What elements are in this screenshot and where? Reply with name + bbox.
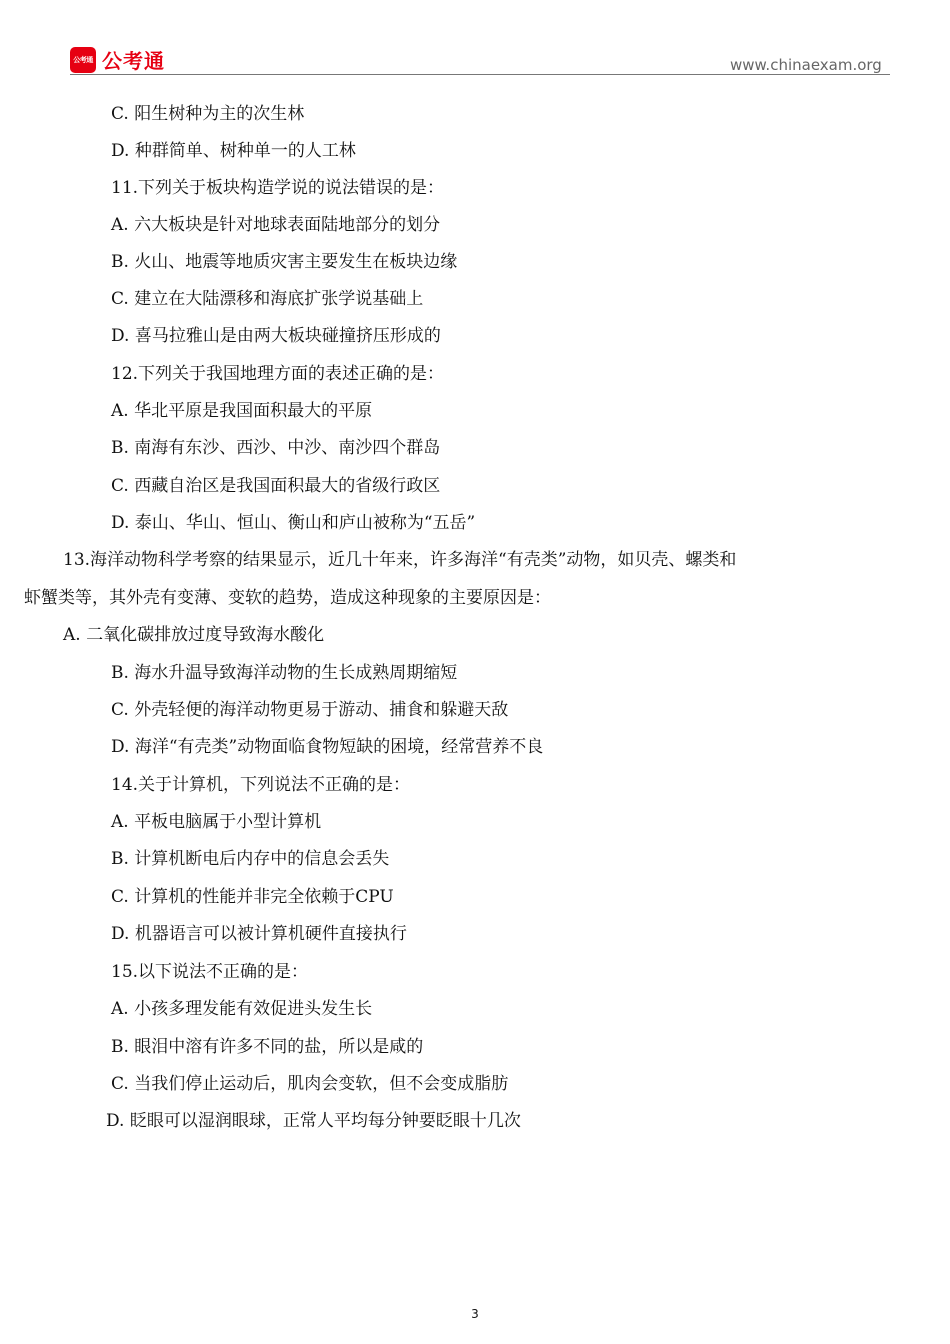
option-14d: D. 机器语言可以被计算机硬件直接执行 — [111, 924, 407, 944]
question-12: 12.下列关于我国地理方面的表述正确的是： — [111, 364, 445, 384]
option-11d: D. 喜马拉雅山是由两大板块碰撞挤压形成的 — [111, 326, 441, 346]
option-15a: A. 小孩多理发能有效促进头发生长 — [111, 999, 373, 1019]
option-12b: B. 南海有东沙、西沙、中沙、南沙四个群岛 — [111, 438, 441, 458]
question-13-line2: 虾蟹类等，其外壳有变薄、变软的趋势，造成这种现象的主要原因是： — [24, 588, 551, 608]
option-12c: C. 西藏自治区是我国面积最大的省级行政区 — [111, 476, 441, 496]
question-14: 14.关于计算机，下列说法不正确的是： — [111, 775, 411, 795]
option-14b: B. 计算机断电后内存中的信息会丢失 — [111, 849, 390, 869]
page-header — [0, 0, 950, 96]
option-14a: A. 平板电脑属于小型计算机 — [111, 812, 322, 832]
option-13d: D. 海洋“有壳类”动物面临食物短缺的困境，经常营养不良 — [111, 737, 544, 757]
option-13c: C. 外壳轻便的海洋动物更易于游动、捕食和躲避天敌 — [111, 700, 509, 720]
site-url: www.chinaexam.org — [730, 56, 882, 74]
option-13b: B. 海水升温导致海洋动物的生长成熟周期缩短 — [111, 663, 458, 683]
logo — [70, 45, 165, 74]
option-12d: D. 泰山、华山、恒山、衡山和庐山被称为“五岳” — [111, 513, 476, 533]
option-15b: B. 眼泪中溶有许多不同的盐，所以是咸的 — [111, 1037, 424, 1057]
option-14c: C. 计算机的性能并非完全依赖于CPU — [111, 887, 394, 907]
question-13-line1: 13.海洋动物科学考察的结果显示，近几十年来，许多海洋“有壳类”动物，如贝壳、螺类和 — [63, 550, 737, 570]
page-number: 3 — [471, 1307, 479, 1321]
question-15: 15.以下说法不正确的是： — [111, 962, 309, 982]
logo-badge-icon: 公考通 — [70, 47, 96, 73]
option-15c: C. 当我们停止运动后，肌肉会变软，但不会变成脂肪 — [111, 1074, 509, 1094]
option-13a: A. 二氧化碳排放过度导致海水酸化 — [63, 625, 325, 645]
logo-text: 公考通 — [102, 49, 165, 73]
option-15d: D. 眨眼可以湿润眼球，正常人平均每分钟要眨眼十几次 — [106, 1111, 521, 1131]
option-11c: C. 建立在大陆漂移和海底扩张学说基础上 — [111, 289, 424, 309]
question-11: 11.下列关于板块构造学说的说法错误的是： — [111, 178, 445, 198]
option-12a: A. 华北平原是我国面积最大的平原 — [111, 401, 373, 421]
option-10c: C. 阳生树种为主的次生林 — [111, 104, 305, 124]
option-11b: B. 火山、地震等地质灾害主要发生在板块边缘 — [111, 252, 458, 272]
option-10d: D. 种群简单、树种单一的人工林 — [111, 141, 356, 161]
option-11a: A. 六大板块是针对地球表面陆地部分的划分 — [111, 215, 441, 235]
